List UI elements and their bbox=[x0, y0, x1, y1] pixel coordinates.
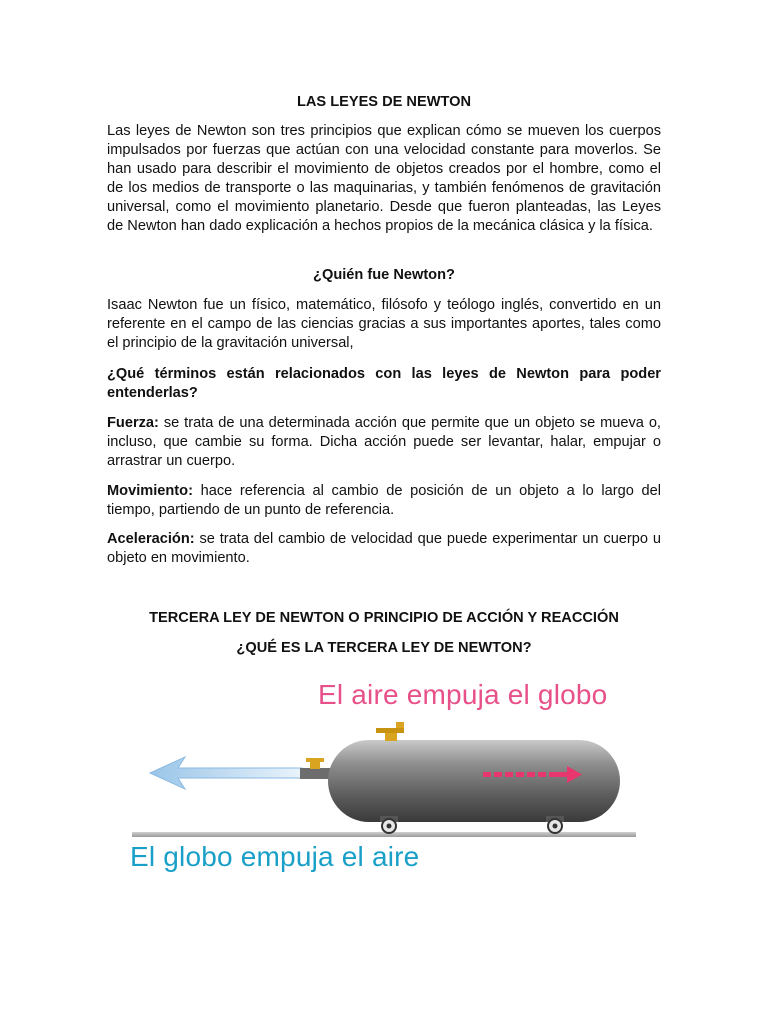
nozzle bbox=[300, 758, 332, 779]
aceleracion-paragraph bbox=[107, 530, 661, 568]
aceleracion-text: se trata del cambio de velocidad que puede experimentar un cuerpo u objeto en movimiento. bbox=[107, 531, 661, 566]
figure-top-caption: El aire empuja el globo bbox=[318, 679, 608, 710]
terms-question: ¿Qué términos están relacionados con las leyes de Newton para poder entenderlas? bbox=[107, 366, 661, 401]
figure-bottom-caption: El globo empuja el aire bbox=[130, 841, 420, 872]
aceleracion-term: Aceleración: bbox=[107, 531, 195, 547]
intro-paragraph: Las leyes de Newton son tres principios que explican cómo se mueven los cuerpos impulsados por fuerzas que actúan con una velocidad constante para moverlos. Se han usado para describir el movimiento de objetos creados por el hombre, como el de los medios de transporte o las maquinarias, y también fenómenos de gravitación universal, como el movimiento planetario. Desde que fueron planteadas, las Leyes de Newton han dado explicación a hechos propios de la mecánica clásica y la física. bbox=[107, 123, 661, 234]
wheel-left bbox=[380, 816, 398, 833]
movimiento-text: hace referencia al cambio de posición de un objeto a lo largo del tiempo, partiendo de un punto de referencia. bbox=[107, 483, 661, 518]
fuerza-paragraph bbox=[107, 414, 661, 471]
top-valve bbox=[376, 722, 404, 741]
movimiento-term: Movimiento: bbox=[107, 483, 193, 499]
floor-line bbox=[132, 832, 636, 837]
fuerza-term: Fuerza: bbox=[107, 415, 159, 431]
third-law-question: ¿QUÉ ES LA TERCERA LEY DE NEWTON? bbox=[236, 640, 532, 656]
who-paragraph: Isaac Newton fue un físico, matemático, filósofo y teólogo inglés, convertido en un referente en el campo de las ciencias gracias a sus importantes aportes, tales como el principio de la gravitación universal, bbox=[107, 297, 661, 351]
third-law-heading: TERCERA LEY DE NEWTON O PRINCIPIO DE ACCIÓN Y REACCIÓN bbox=[149, 610, 619, 626]
tank-body bbox=[328, 740, 620, 822]
wheel-right bbox=[546, 816, 564, 833]
fuerza-text: se trata de una determinada acción que permite que un objeto se mueva o, incluso, que cambie su forma. Dicha acción puede ser levantar, halar, empujar o arrastrar un cuerpo. bbox=[107, 415, 661, 469]
who-heading: ¿Quién fue Newton? bbox=[313, 267, 455, 283]
movimiento-paragraph bbox=[107, 482, 661, 520]
document-title: LAS LEYES DE NEWTON bbox=[296, 94, 472, 110]
air-arrow bbox=[150, 757, 302, 789]
